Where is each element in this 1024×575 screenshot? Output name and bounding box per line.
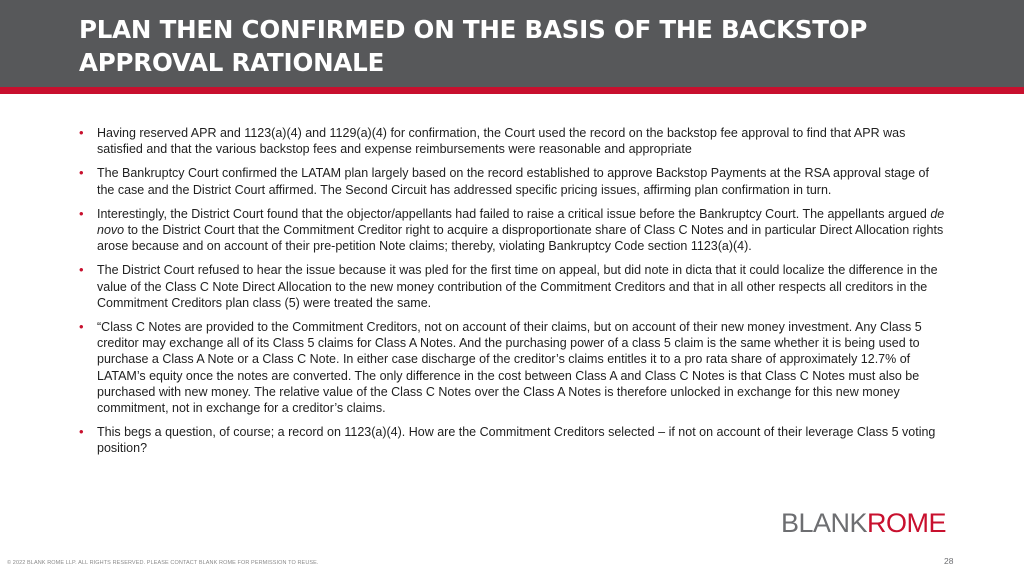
bullet-text: The District Court refused to hear the issue because it was pled for the first time on appeal, but did note in dicta that it could localize the difference in the value of the Class C Note Direct Allocation to the new money contribution of the Commitment Creditors and that in all other respects all creditors in the Commitment Creditors plan class (5) were treated the same. [97,263,938,310]
copyright-notice: © 2022 BLANK ROME LLP. ALL RIGHTS RESERVED. PLEASE CONTACT BLANK ROME FOR PERMISSION TO REUSE. [7,560,319,566]
bullet-item [79,424,947,456]
blank-rome-logo [781,507,946,539]
title-bar [0,0,1024,87]
bullet-item [79,125,947,157]
bullet-item [79,262,947,311]
bullet-text: Having reserved APR and 1123(a)(4) and 1129(a)(4) for confirmation, the Court used the record on the backstop fee approval to find that APR was satisfied and that the various backstop fees and expense reimbursements were reasonable and appropriate [97,126,906,157]
bullet-dot-icon: • [79,125,84,140]
bullet-list [79,125,947,465]
bullet-text-part: to the District Court that the Commitment Creditor right to acquire a disproportionate share of Class C Notes and in particular Direct Allocation rights arose because and on account of their pre-petition Note claims; thereby, violating Bankruptcy Code section 1123(a)(4). [97,223,944,254]
italic-phrase: de novo [97,206,945,238]
bullet-text: “Class C Notes are provided to the Commitment Creditors, not on account of their claims, but on account of their new money investment. Any Class 5 creditor may exchange all of its Class 5 claims for Class A Notes. And the purchasing power of a class 5 claim is the same whether it is being used to purchase a Class A Note or a Class C Note. In either case discharge of the creditor’s claims entitles it to a pro rata share of approximately 12.7% of LATAM’s equity once the notes are converted. The only difference in the cost between Class A and Class C Notes is that Class C Notes must also be purchased with new money. The relative value of the Class C Notes over the Class A Notes is therefore unlocked in exchange for this new money commitment, not in exchange for a creditor’s claims. [97,320,922,416]
bullet-text: This begs a question, of course; a record on 1123(a)(4). How are the Commitment Creditors selected – if not on account of their leverage Class 5 voting position? [97,425,936,456]
bullet-dot-icon: • [79,424,84,440]
logo-word-blank: BLANK [781,508,868,538]
bullet-dot-icon: • [79,165,84,181]
bullet-item [79,165,947,197]
title-accent-rule [0,87,1024,94]
slide-title: PLAN THEN CONFIRMED ON THE BASIS OF THE BACKSTOP APPROVAL RATIONALE [79,15,868,77]
logo-word-rome: ROME [867,508,947,538]
bullet-item [79,205,947,255]
bullet-text-part: Interestingly, the District Court found that the objector/appellants had failed to raise a critical issue before the Bankruptcy Court. The appellants argued [97,206,931,221]
bullet-dot-icon: • [79,262,84,278]
bullet-text [97,207,944,253]
bullet-dot-icon: • [79,319,84,335]
bullet-dot-icon: • [79,205,84,221]
page-number: 28 [944,556,954,566]
bullet-text: The Bankruptcy Court confirmed the LATAM plan largely based on the record established to approve Backstop Payments at the RSA approval stage of the case and the District Court affirmed. The Second Circuit has addressed specific pricing issues, affirming plan confirmation in turn. [97,166,929,197]
bullet-item [79,319,947,416]
